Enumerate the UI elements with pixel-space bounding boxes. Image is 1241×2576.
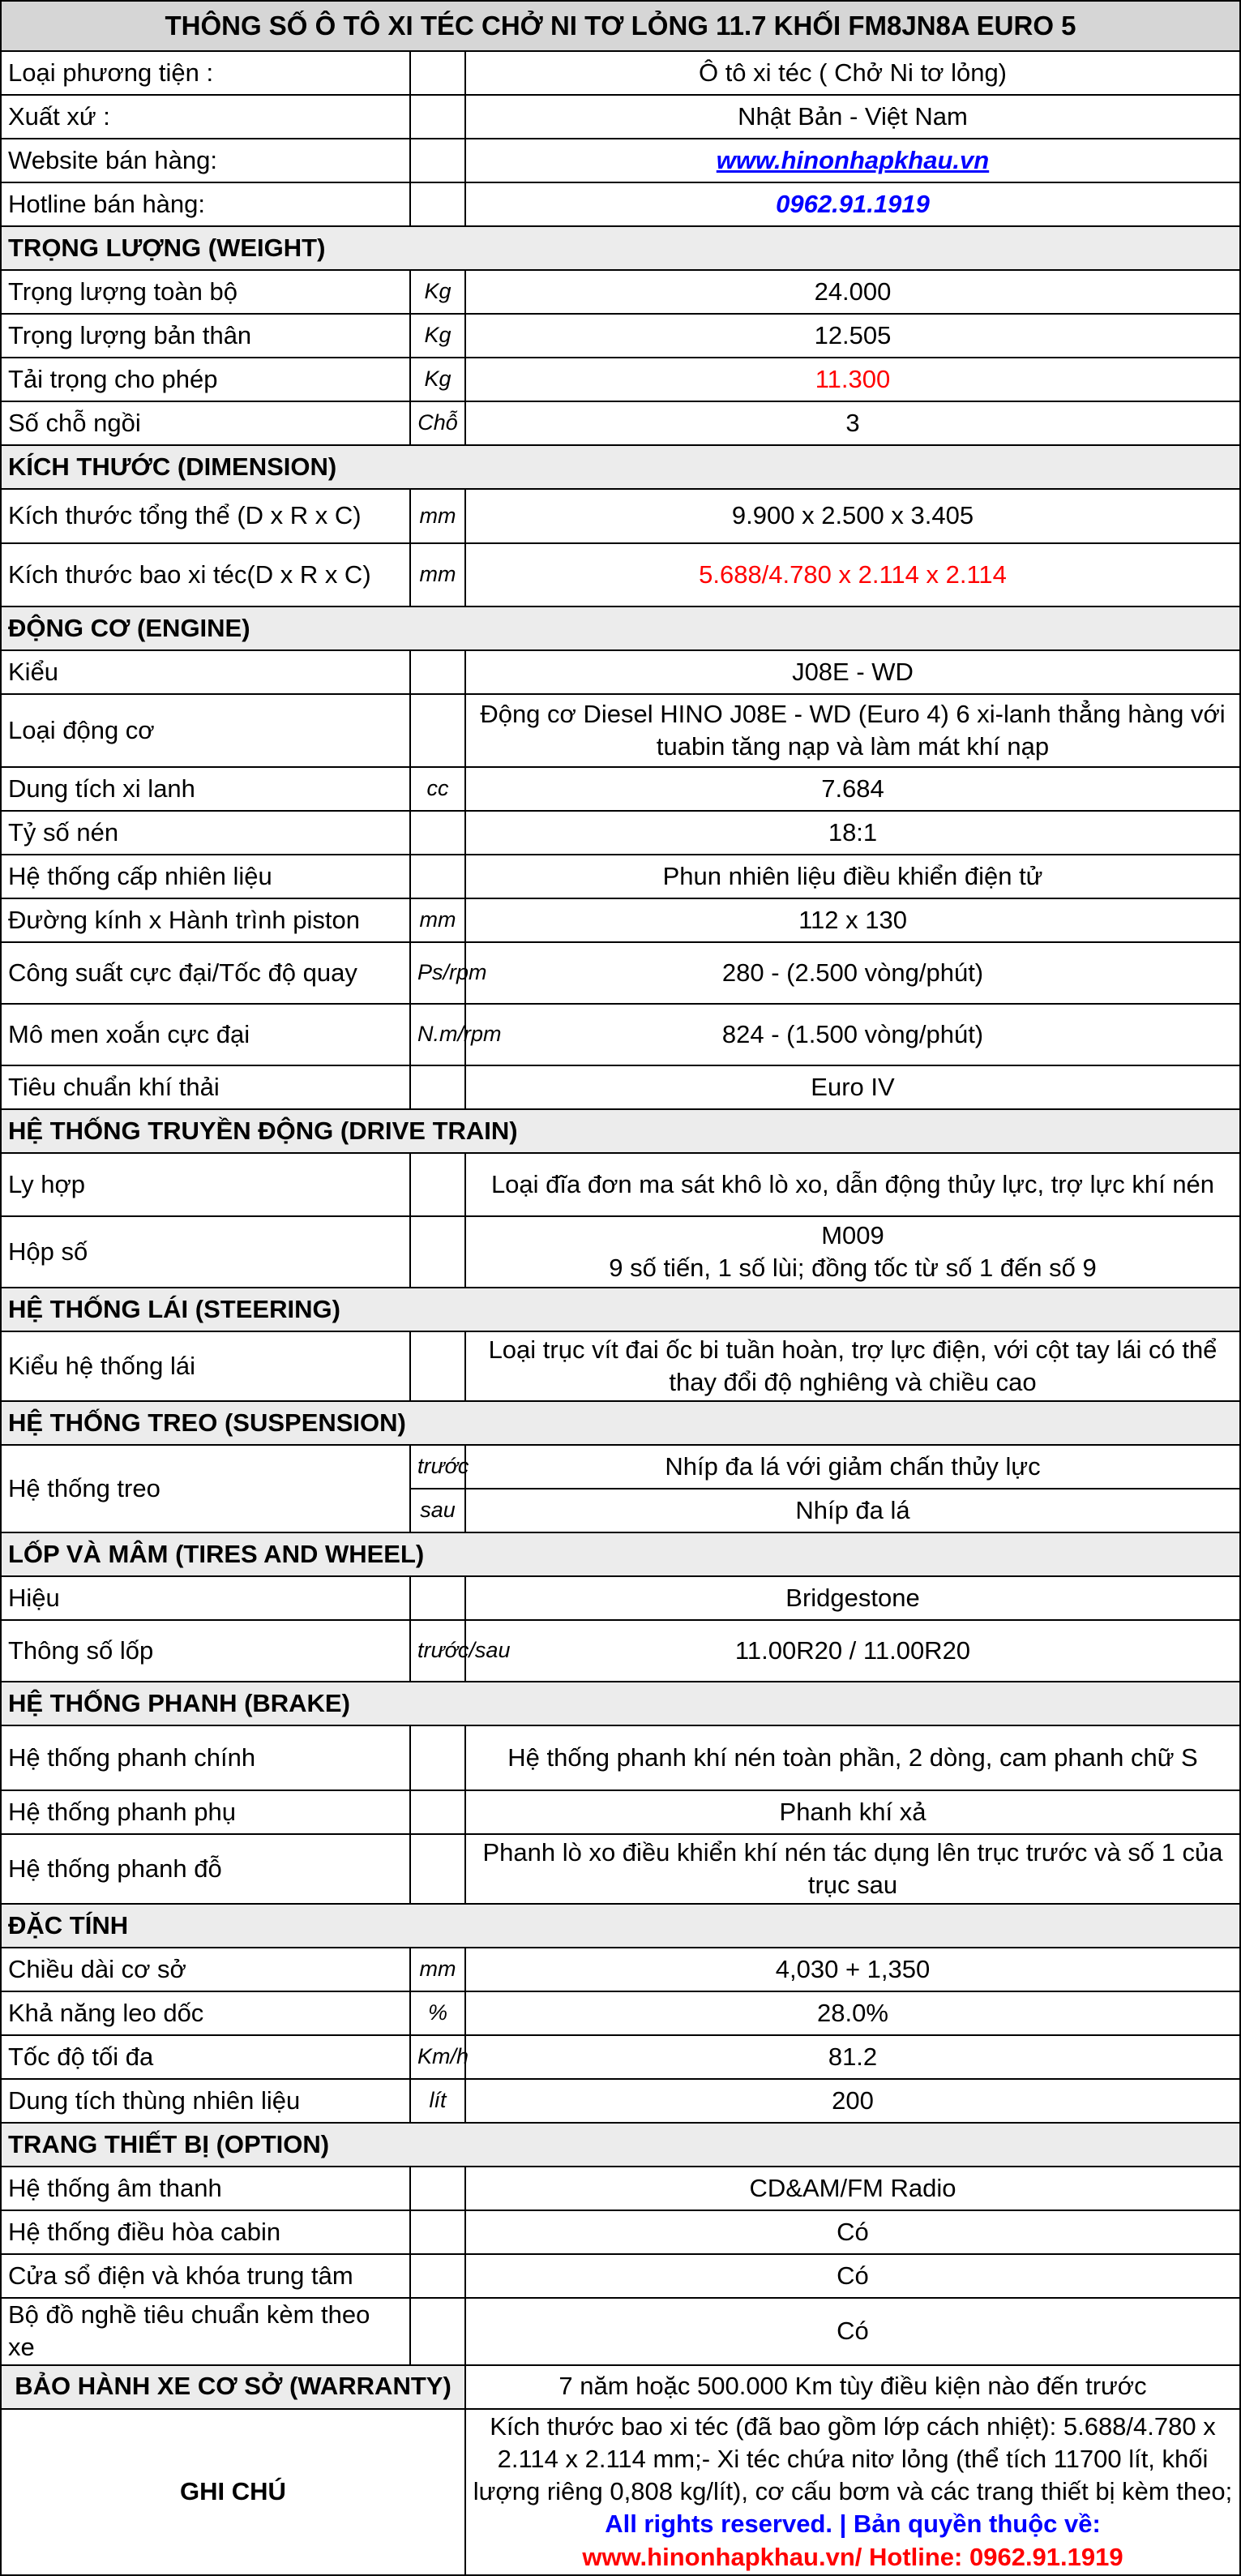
- hotline-value[interactable]: 0962.91.1919: [776, 189, 930, 218]
- spec-row: [1, 543, 1240, 606]
- fuel-tank-value: 200: [465, 2079, 1240, 2123]
- note-row: [1, 2409, 1240, 2575]
- spec-row: [1, 650, 1240, 694]
- payload-label: Tải trọng cho phép: [1, 358, 410, 401]
- max-torque-label: Mô men xoắn cực đại: [1, 1004, 410, 1065]
- spec-row: [1, 1576, 1240, 1620]
- max-torque-unit: N.m/rpm: [410, 1004, 465, 1065]
- option-header: TRANG THIẾT BỊ (OPTION): [1, 2123, 1240, 2167]
- section-header: [1, 445, 1240, 489]
- gradeability-unit: %: [410, 1991, 465, 2035]
- suspension-front-value: Nhíp đa lá với giảm chấn thủy lực: [465, 1445, 1240, 1489]
- spec-row: [1, 1620, 1240, 1682]
- tank-dimension-unit: mm: [410, 543, 465, 606]
- fuel-system-value: Phun nhiên liệu điều khiển điện tử: [465, 855, 1240, 898]
- weight-total-value: 24.000: [465, 270, 1240, 314]
- title-row: [1, 1, 1240, 51]
- max-power-unit: Ps/rpm: [410, 942, 465, 1004]
- wheelbase-value: 4,030 + 1,350: [465, 1948, 1240, 1991]
- drivetrain-header: HỆ THỐNG TRUYỀN ĐỘNG (DRIVE TRAIN): [1, 1109, 1240, 1153]
- section-header: [1, 606, 1240, 650]
- section-header: [1, 226, 1240, 270]
- engine-type-label: Loại động cơ: [1, 694, 410, 767]
- payload-value: 11.300: [465, 358, 1240, 401]
- brake-header: HỆ THỐNG PHANH (BRAKE): [1, 1682, 1240, 1725]
- engine-model-value: J08E - WD: [465, 650, 1240, 694]
- spec-row: [1, 2035, 1240, 2079]
- spec-row: [1, 358, 1240, 401]
- power-window-value: Có: [465, 2254, 1240, 2298]
- toolkit-label: Bộ đồ nghề tiêu chuẩn kèm theo xe: [1, 2298, 410, 2365]
- max-speed-label: Tốc độ tối đa: [1, 2035, 410, 2079]
- max-power-label: Công suất cực đại/Tốc độ quay: [1, 942, 410, 1004]
- spec-row: [1, 1065, 1240, 1109]
- section-header: [1, 1401, 1240, 1445]
- spec-row: [1, 2079, 1240, 2123]
- gradeability-label: Khả năng leo dốc: [1, 1991, 410, 2035]
- spec-row: [1, 1948, 1240, 1991]
- gearbox-model: M009: [821, 1220, 884, 1249]
- compression-label: Tỷ số nén: [1, 811, 410, 855]
- toolkit-value: Có: [465, 2298, 1240, 2365]
- spec-row: [1, 767, 1240, 811]
- spec-row: [1, 1991, 1240, 2035]
- displacement-value: 7.684: [465, 767, 1240, 811]
- park-brake-label: Hệ thống phanh đỗ: [1, 1834, 410, 1904]
- emission-label: Tiêu chuẩn khí thải: [1, 1065, 410, 1109]
- aux-brake-label: Hệ thống phanh phụ: [1, 1790, 410, 1834]
- spec-row: [1, 1445, 1240, 1489]
- weight-curb-label: Trọng lượng bản thân: [1, 314, 410, 358]
- max-power-value: 280 - (2.500 vòng/phút): [465, 942, 1240, 1004]
- note-label: GHI CHÚ: [1, 2409, 465, 2575]
- spec-row: [1, 942, 1240, 1004]
- air-conditioning-value: Có: [465, 2210, 1240, 2254]
- tank-dimension-label: Kích thước bao xi téc(D x R x C): [1, 543, 410, 606]
- audio-label: Hệ thống âm thanh: [1, 2167, 410, 2210]
- spec-row: [1, 1331, 1240, 1401]
- section-header: [1, 2123, 1240, 2167]
- weight-curb-value: 12.505: [465, 314, 1240, 358]
- spec-row: [1, 182, 1240, 226]
- note-content: [465, 2409, 1240, 2575]
- page-title: THÔNG SỐ Ô TÔ XI TÉC CHỞ NI TƠ LỎNG 11.7 KHỐI FM8JN8A EURO 5: [1, 1, 1240, 51]
- section-header: [1, 1532, 1240, 1576]
- suspension-front-unit: trước: [410, 1445, 465, 1489]
- fuel-tank-unit: lít: [410, 2079, 465, 2123]
- spec-row: [1, 1834, 1240, 1904]
- website-label: Website bán hàng:: [1, 139, 410, 182]
- power-window-label: Cửa sổ điện và khóa trung tâm: [1, 2254, 410, 2298]
- emission-value: Euro IV: [465, 1065, 1240, 1109]
- spec-row: [1, 2167, 1240, 2210]
- gradeability-value: 28.0%: [465, 1991, 1240, 2035]
- suspension-rear-unit: sau: [410, 1489, 465, 1532]
- steering-value: Loại trục vít đai ốc bi tuần hoàn, trợ lực điện, với cột tay lái có thể thay đổi độ nghiêng và chiều cao: [465, 1331, 1240, 1401]
- engine-type-value: Động cơ Diesel HINO J08E - WD (Euro 4) 6 xi-lanh thẳng hàng với tuabin tăng nạp và làm mát khí nạp: [465, 694, 1240, 767]
- spec-row: [1, 270, 1240, 314]
- gearbox-label: Hộp số: [1, 1216, 410, 1288]
- park-brake-value: Phanh lò xo điều khiển khí nén tác dụng lên trục trước và số 1 của trục sau: [465, 1834, 1240, 1904]
- spec-row: [1, 694, 1240, 767]
- bore-stroke-label: Đường kính x Hành trình piston: [1, 898, 410, 942]
- clutch-label: Ly hợp: [1, 1153, 410, 1216]
- suspension-header: HỆ THỐNG TREO (SUSPENSION): [1, 1401, 1240, 1445]
- air-conditioning-label: Hệ thống điều hòa cabin: [1, 2210, 410, 2254]
- spec-row: [1, 401, 1240, 445]
- weight-total-unit: Kg: [410, 270, 465, 314]
- wheelbase-unit: mm: [410, 1948, 465, 1991]
- spec-row: [1, 811, 1240, 855]
- spec-row: [1, 1725, 1240, 1790]
- spec-row: [1, 314, 1240, 358]
- dimension-header: KÍCH THƯỚC (DIMENSION): [1, 445, 1240, 489]
- seats-value: 3: [465, 401, 1240, 445]
- displacement-unit: cc: [410, 767, 465, 811]
- bore-stroke-value: 112 x 130: [465, 898, 1240, 942]
- section-header: [1, 1682, 1240, 1725]
- spec-row: [1, 1004, 1240, 1065]
- tire-spec-value: 11.00R20 / 11.00R20: [465, 1620, 1240, 1682]
- overall-dimension-value: 9.900 x 2.500 x 3.405: [465, 489, 1240, 543]
- spec-row: [1, 139, 1240, 182]
- tire-spec-label: Thông số lốp: [1, 1620, 410, 1682]
- bore-stroke-unit: mm: [410, 898, 465, 942]
- fuel-tank-label: Dung tích thùng nhiên liệu: [1, 2079, 410, 2123]
- suspension-label: Hệ thống treo: [1, 1445, 410, 1532]
- origin-value: Nhật Bản - Việt Nam: [465, 95, 1240, 139]
- tire-brand-label: Hiệu: [1, 1576, 410, 1620]
- origin-label: Xuất xứ :: [1, 95, 410, 139]
- warranty-value: 7 năm hoặc 500.000 Km tùy điều kiện nào đến trước: [465, 2365, 1240, 2409]
- hotline-label: Hotline bán hàng:: [1, 182, 410, 226]
- warranty-label: BẢO HÀNH XE CƠ SỞ (WARRANTY): [1, 2365, 465, 2409]
- max-speed-value: 81.2: [465, 2035, 1240, 2079]
- vehicle-type-value: Ô tô xi téc ( Chở Ni tơ lỏng): [465, 51, 1240, 95]
- engine-header: ĐỘNG CƠ (ENGINE): [1, 606, 1240, 650]
- gearbox-value: [465, 1216, 1240, 1288]
- spec-row: [1, 1790, 1240, 1834]
- contact-line[interactable]: www.hinonhapkhau.vn/ Hotline: 0962.91.1919: [582, 2542, 1123, 2571]
- audio-value: CD&AM/FM Radio: [465, 2167, 1240, 2210]
- max-speed-unit: Km/h: [410, 2035, 465, 2079]
- engine-model-label: Kiểu: [1, 650, 410, 694]
- website-link[interactable]: www.hinonhapkhau.vn: [716, 145, 990, 174]
- overall-dimension-label: Kích thước tổng thể (D x R x C): [1, 489, 410, 543]
- spec-row: [1, 51, 1240, 95]
- weight-curb-unit: Kg: [410, 314, 465, 358]
- aux-brake-value: Phanh khí xả: [465, 1790, 1240, 1834]
- seats-label: Số chỗ ngồi: [1, 401, 410, 445]
- section-header: [1, 1904, 1240, 1948]
- wheelbase-label: Chiều dài cơ sở: [1, 1948, 410, 1991]
- section-header: [1, 1288, 1240, 1331]
- tank-dimension-value: 5.688/4.780 x 2.114 x 2.114: [465, 543, 1240, 606]
- warranty-row: [1, 2365, 1240, 2409]
- seats-unit: Chỗ: [410, 401, 465, 445]
- characteristics-header: ĐẶC TÍNH: [1, 1904, 1240, 1948]
- rights-line: All rights reserved. | Bản quyền thuộc về:: [605, 2510, 1101, 2539]
- main-brake-label: Hệ thống phanh chính: [1, 1725, 410, 1790]
- section-header: [1, 1109, 1240, 1153]
- max-torque-value: 824 - (1.500 vòng/phút): [465, 1004, 1240, 1065]
- main-brake-value: Hệ thống phanh khí nén toàn phần, 2 dòng, cam phanh chữ S: [465, 1725, 1240, 1790]
- payload-unit: Kg: [410, 358, 465, 401]
- note-text: Kích thước bao xi téc (đã bao gồm lớp cách nhiệt): 5.688/4.780 x 2.114 x 2.114 mm;- Xi téc chứa nitơ lỏng (thể tích 11700 lít, khối lượng riêng 0,808 kg/lít), cơ cấu bơm và các trang thiết bị kèm theo;: [473, 2411, 1233, 2506]
- weight-total-label: Trọng lượng toàn bộ: [1, 270, 410, 314]
- tire-spec-unit: trước/sau: [410, 1620, 465, 1682]
- spec-row: [1, 2210, 1240, 2254]
- compression-value: 18:1: [465, 811, 1240, 855]
- spec-row: [1, 2298, 1240, 2365]
- spec-row: [1, 1153, 1240, 1216]
- steering-label: Kiểu hệ thống lái: [1, 1331, 410, 1401]
- overall-dimension-unit: mm: [410, 489, 465, 543]
- vehicle-type-label: Loại phương tiện :: [1, 51, 410, 95]
- spec-row: [1, 855, 1240, 898]
- steering-header: HỆ THỐNG LÁI (STEERING): [1, 1288, 1240, 1331]
- tire-brand-value: Bridgestone: [465, 1576, 1240, 1620]
- suspension-rear-value: Nhíp đa lá: [465, 1489, 1240, 1532]
- weight-header: TRỌNG LƯỢNG (WEIGHT): [1, 226, 1240, 270]
- spec-row: [1, 489, 1240, 543]
- spec-row: [1, 1216, 1240, 1288]
- spec-row: [1, 2254, 1240, 2298]
- displacement-label: Dung tích xi lanh: [1, 767, 410, 811]
- spec-row: [1, 898, 1240, 942]
- clutch-value: Loại đĩa đơn ma sát khô lò xo, dẫn động thủy lực, trợ lực khí nén: [465, 1153, 1240, 1216]
- fuel-system-label: Hệ thống cấp nhiên liệu: [1, 855, 410, 898]
- gearbox-description: 9 số tiến, 1 số lùi; đồng tốc từ số 1 đến số 9: [609, 1254, 1097, 1282]
- spec-row: [1, 95, 1240, 139]
- tires-header: LỐP VÀ MÂM (TIRES AND WHEEL): [1, 1532, 1240, 1576]
